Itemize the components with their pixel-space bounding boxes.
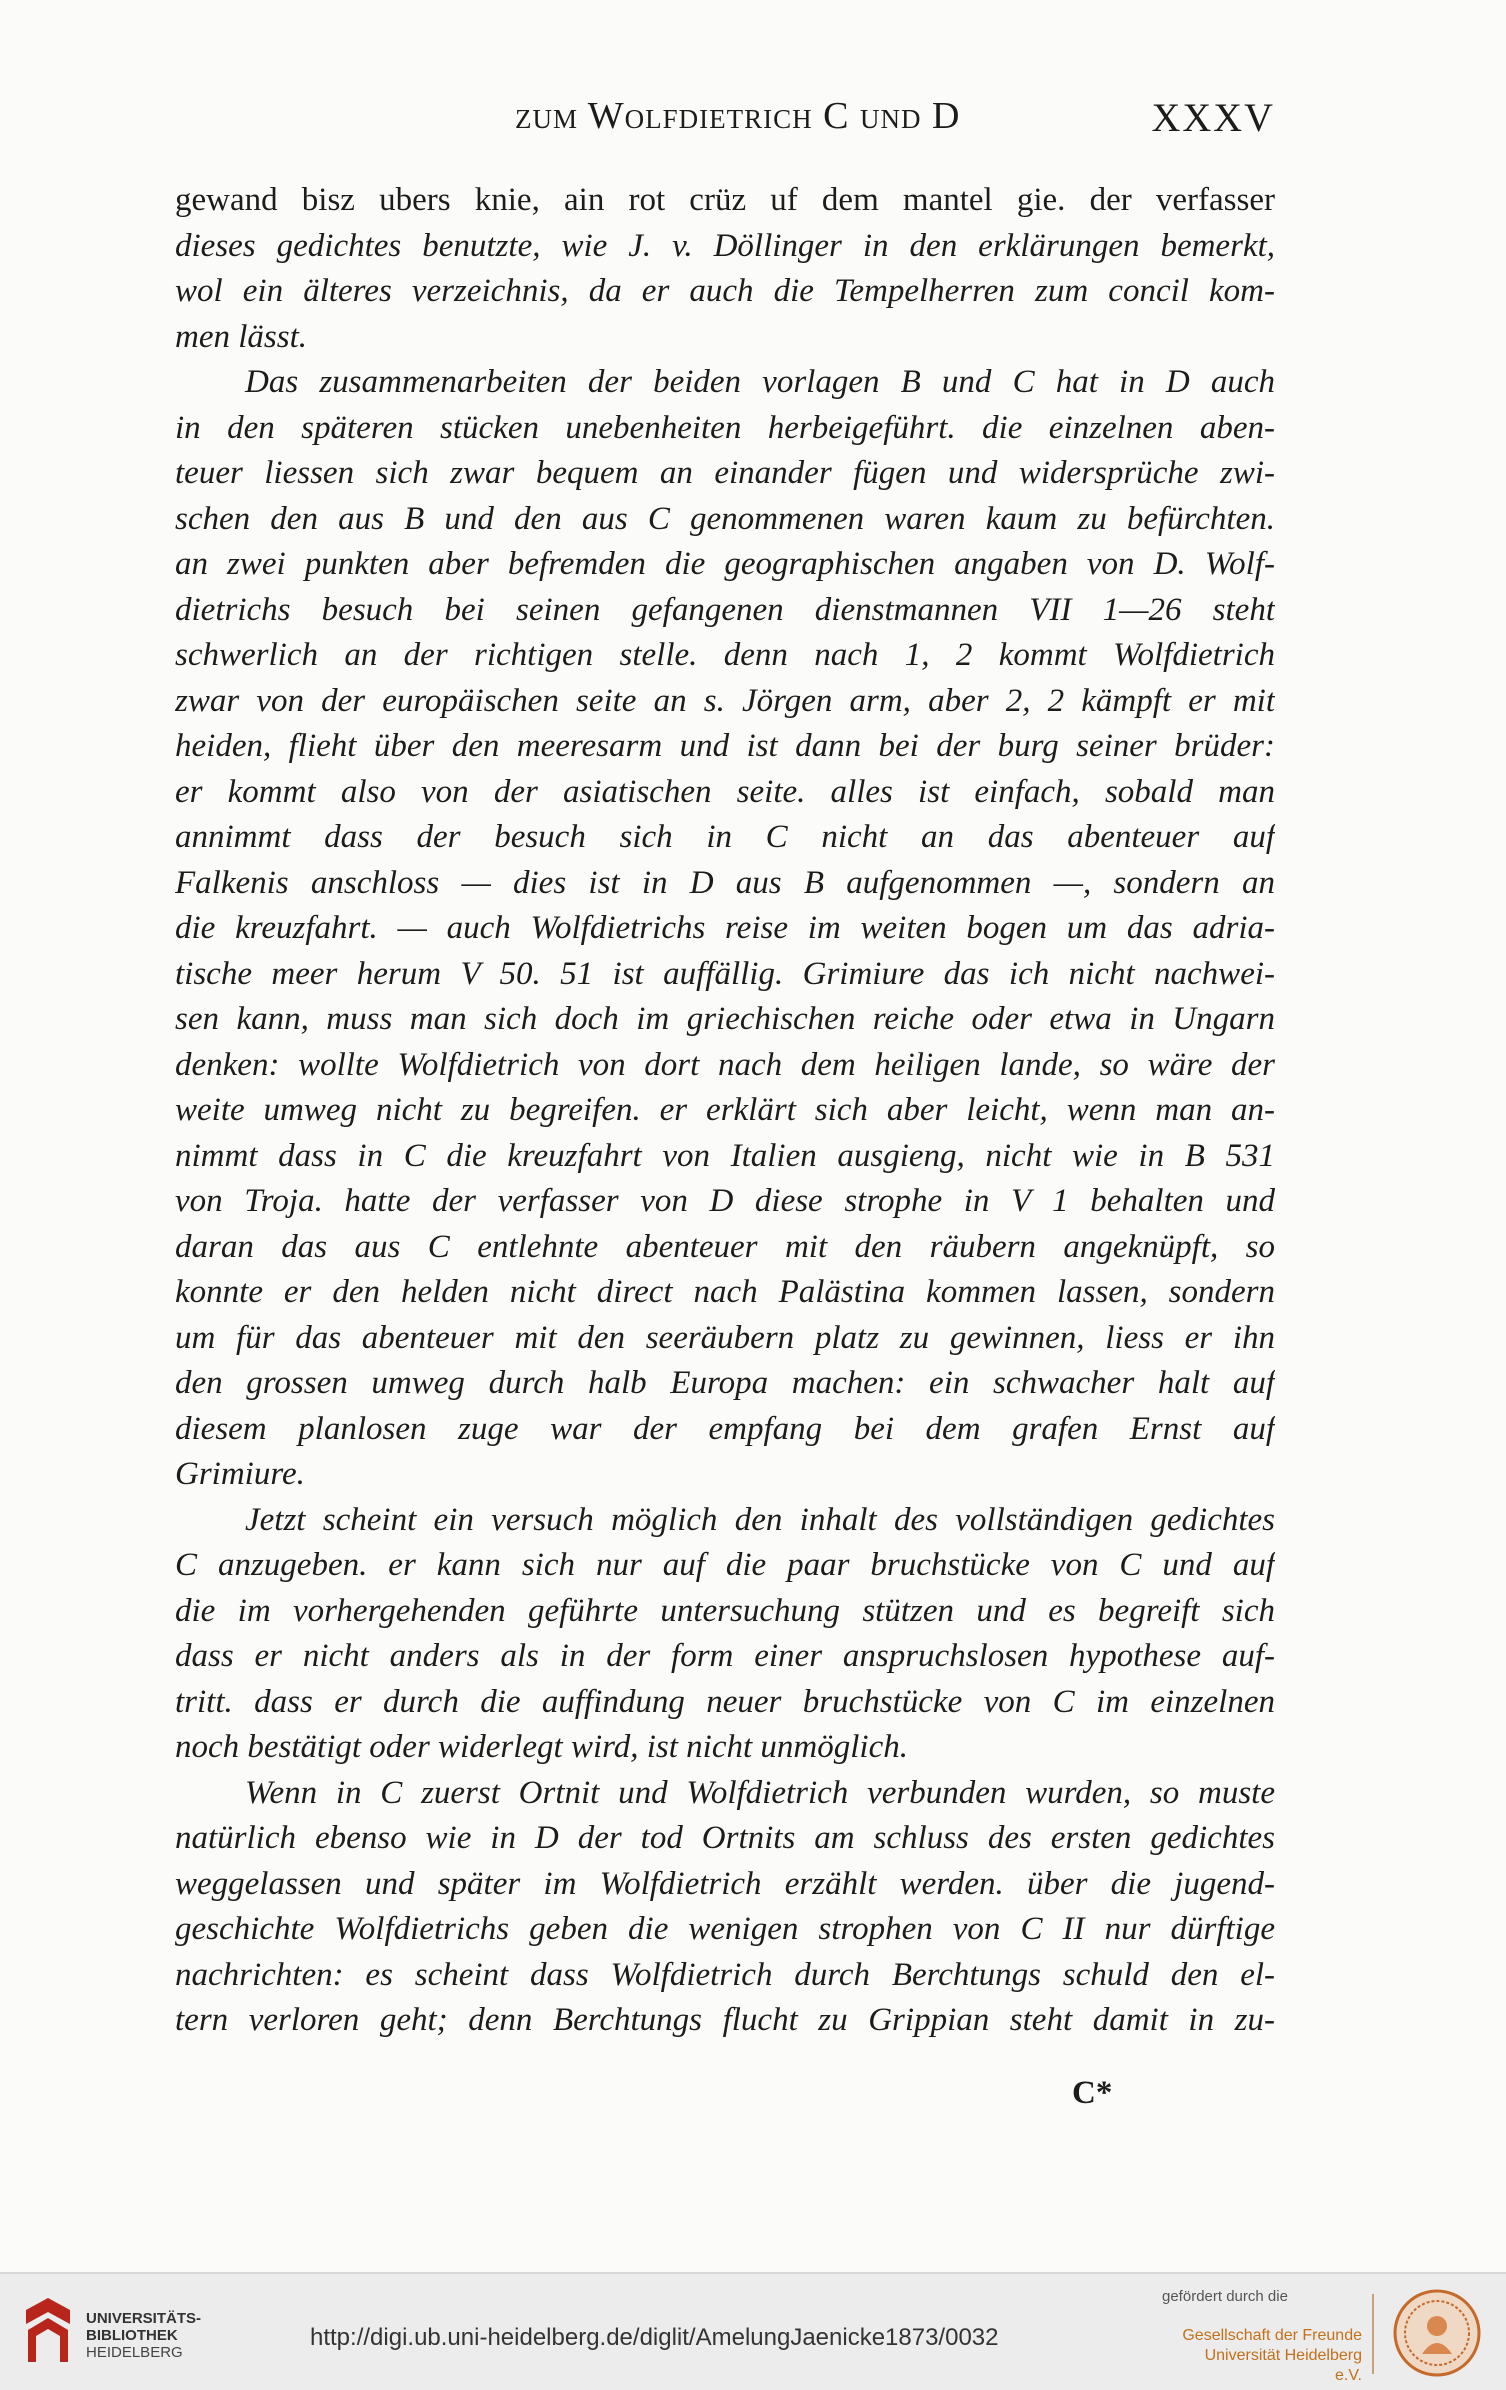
signature-mark: C* xyxy=(1072,2075,1113,2111)
text-line: teuer liessen sich zwar bequem an einander fügen und widersprüche zwi- xyxy=(175,455,1275,491)
text-line: die im vorhergehenden geführte untersuchung stützen und es begreift sich xyxy=(175,1592,1275,1629)
text-line: den grossen umweg durch halb Europa machen: ein schwacher halt auf xyxy=(175,1365,1275,1401)
text-line: tische meer herum V 50. 51 ist auffällig. Grimiure das ich nicht nachwei- xyxy=(175,955,1275,992)
text-line: sen kann, muss man sich doch im griechischen reiche oder etwa in Ungarn xyxy=(175,1001,1275,1037)
text-line: weggelassen und später im Wolfdietrich erzählt werden. über die jugend- xyxy=(175,1865,1275,1902)
text-line: in den späteren stücken unebenheiten herbeigeführt. die einzelnen aben- xyxy=(175,409,1275,446)
text-line: natürlich ebenso wie in D der tod Ortnits am schluss des ersten gedichtes xyxy=(175,1820,1275,1856)
text-line: tern verloren geht; denn Berchtungs flucht zu Grippian steht damit in zu- xyxy=(175,2002,1275,2038)
permalink-url[interactable]: http://digi.ub.uni-heidelberg.de/diglit/AmelungJaenicke1873/0032 xyxy=(310,2324,999,2351)
text-line: gewand bisz ubers knie, ain rot crüz uf dem mantel gie. der verfasser xyxy=(175,182,1275,218)
running-title: zum Wolfdietrich C und D xyxy=(515,95,961,137)
text-line: heiden, flieht über den meeresarm und ist dann bei der burg seiner brüder: xyxy=(175,728,1275,764)
text-line: wol ein älteres verzeichnis, da er auch die Tempelherren zum concil kom- xyxy=(175,273,1275,309)
sponsor-label: gefördert durch die xyxy=(1162,2288,1288,2305)
text-line: nimmt dass in C die kreuzfahrt von Italien ausgieng, nicht wie in B 531 xyxy=(175,1137,1275,1174)
text-line: Falkenis anschloss — dies ist in D aus B aufgenommen —, sondern an xyxy=(175,864,1275,901)
sponsor-divider xyxy=(1372,2294,1374,2374)
text-line: weite umweg nicht zu begreifen. er erklärt sich aber leicht, wenn man an- xyxy=(175,1092,1275,1128)
text-line: zwar von der europäischen seite an s. Jörgen arm, aber 2, 2 kämpft er mit xyxy=(175,682,1275,719)
text-line: er kommt also von der asiatischen seite. alles ist einfach, sobald man xyxy=(175,773,1275,810)
sponsor-name[interactable] xyxy=(1176,2326,1362,2386)
text-line: schwerlich an der richtigen stelle. denn nach 1, 2 kommt Wolfdietrich xyxy=(175,637,1275,673)
digitization-footer xyxy=(0,2272,1506,2390)
text-line: an zwei punkten aber befremden die geographischen angaben von D. Wolf- xyxy=(175,546,1275,582)
text-line: geschichte Wolfdietrichs geben die wenigen strophen von C II nur dürftige xyxy=(175,1911,1275,1947)
text-line: von Troja. hatte der verfasser von D diese strophe in V 1 behalten und xyxy=(175,1183,1275,1219)
page-number: XXXV xyxy=(1151,95,1275,140)
page-header xyxy=(175,94,1275,144)
text-line: Wenn in C zuerst Ortnit und Wolfdietrich verbunden wurden, so muste xyxy=(245,1774,1275,1811)
text-line: dass er nicht anders als in der form einer anspruchslosen hypothese auf- xyxy=(175,1638,1275,1674)
library-name-line: UNIVERSITÄTS- xyxy=(86,2310,202,2327)
sponsor-name-line: Universität Heidelberg e.V. xyxy=(1204,2347,1362,2384)
text-line: annimmt dass der besuch sich in C nicht an das abenteuer auf xyxy=(175,819,1275,855)
text-line: Jetzt scheint ein versuch möglich den inhalt des vollständigen gedichtes xyxy=(245,1501,1275,1538)
text-line: noch bestätigt oder widerlegt wird, ist nicht unmöglich. xyxy=(175,1729,908,1765)
text-line: dieses gedichtes benutzte, wie J. v. Döllinger in den erklärungen bemerkt, xyxy=(175,227,1275,264)
text-line: Grimiure. xyxy=(175,1456,305,1492)
text-line: die kreuzfahrt. — auch Wolfdietrichs reise im weiten bogen um das adria- xyxy=(175,910,1275,946)
text-line: C anzugeben. er kann sich nur auf die paar bruchstücke von C und auf xyxy=(175,1547,1275,1583)
university-seal-icon xyxy=(1392,2288,1482,2378)
text-line: nachrichten: es scheint dass Wolfdietrich durch Berchtungs schuld den el- xyxy=(175,1956,1275,1993)
text-line: denken: wollte Wolfdietrich von dort nach dem heiligen lande, so wäre der xyxy=(175,1046,1275,1083)
text-line: Das zusammenarbeiten der beiden vorlagen B und C hat in D auch xyxy=(245,364,1275,400)
text-line: schen den aus B und den aus C genommenen waren kaum zu befürchten. xyxy=(175,500,1275,537)
sponsor-name-line: Gesellschaft der Freunde xyxy=(1182,2327,1362,2344)
text-line: diesem planlosen zuge war der empfang bei dem grafen Ernst auf xyxy=(175,1410,1275,1447)
text-line: um für das abenteuer mit den seeräubern platz zu gewinnen, liess er ihn xyxy=(175,1319,1275,1356)
text-line: tritt. dass er durch die auffindung neuer bruchstücke von C im einzelnen xyxy=(175,1683,1275,1720)
body-text xyxy=(175,178,1275,2044)
text-line: daran das aus C entlehnte abenteuer mit den räubern angeknüpft, so xyxy=(175,1228,1275,1265)
text-line: men lässt. xyxy=(175,318,307,355)
library-name-line: HEIDELBERG xyxy=(86,2344,183,2361)
text-line: konnte er den helden nicht direct nach Palästina kommen lassen, sondern xyxy=(175,1274,1275,1310)
library-name-line: BIBLIOTHEK xyxy=(86,2327,178,2344)
library-name xyxy=(86,2310,201,2361)
library-logo-icon[interactable] xyxy=(22,2294,74,2366)
text-line: dietrichs besuch bei seinen gefangenen dienstmannen VII 1—26 steht xyxy=(175,591,1275,628)
